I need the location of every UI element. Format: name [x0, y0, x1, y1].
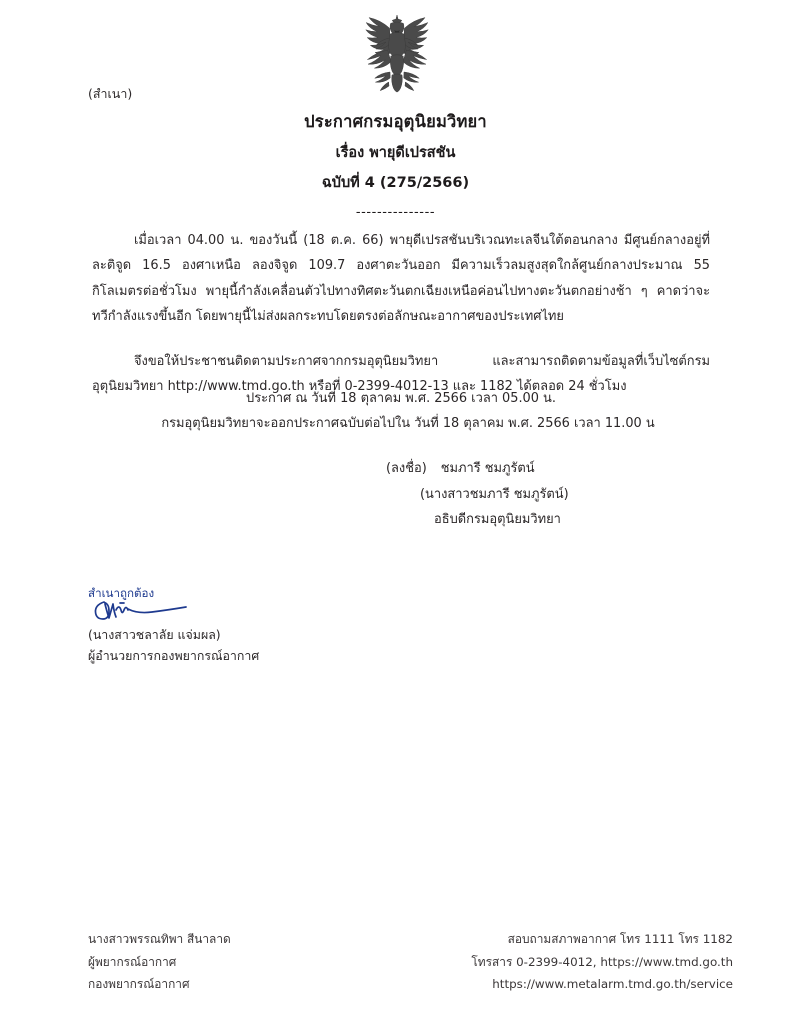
garuda-emblem-icon	[340, 8, 454, 96]
footer-author-name: นางสาวพรรณทิพา สีนาลาด	[88, 932, 231, 946]
footer-contact-service-url: https://www.metalarm.tmd.go.th/service	[492, 977, 733, 991]
issued-datetime-line: ประกาศ ณ วันที่ 18 ตุลาคม พ.ศ. 2566 เวลา 05.00 น.	[246, 391, 556, 406]
signer-name-parenthetical: (นางสาวชมภารี ชมภูรัตน์)	[420, 486, 569, 502]
footer-contact-fax-website: โทรสาร 0-2399-4012, https://www.tmd.go.th	[471, 954, 733, 969]
document-subject: เรื่อง พายุดีเปรสชัน	[335, 144, 456, 161]
footer-author-block	[88, 928, 418, 996]
body-paragraph-1-text: เมื่อเวลา 04.00 น. ของวันนี้ (18 ต.ค. 66) พายุดีเปรสชันบริเวณทะเลจีนใต้ตอนกลาง มีศูนย์กลางอยู่ที่ละติจูด 16.5 องศาเหนือ ลองจิจูด 109.7 องศาตะวันออก มีความเร็วลมสูงสุดใกล้ศูนย์กลางประมาณ 55 กิโลเมตรต่อชั่วโมง พายุนี้กำลังเคลื่อนตัวไปทางทิศตะวันตกเฉียงเหนือค่อนไปทางตะวันตกอย่างช้า ๆ คาดว่าจะทวีกำลังแรงขึ้นอีก โดยพายุนี้ไม่ส่งผลกระทบโดยตรงต่อลักษณะอากาศของประเทศไทย	[92, 233, 710, 324]
footer-author-division: กองพยากรณ์อากาศ	[88, 977, 190, 991]
certifier-name: (นางสาวชลาลัย แจ่มผล)	[88, 627, 221, 642]
signature-row	[386, 456, 686, 482]
body-paragraph-1	[92, 228, 710, 329]
page-title: ประกาศกรมอุตุนิยมวิทยา	[304, 112, 487, 131]
footer-contact-block	[393, 928, 733, 996]
issue-info-block	[92, 386, 710, 437]
certified-copy-label: สำเนาถูกต้อง	[88, 586, 155, 600]
document-body	[92, 228, 710, 400]
next-issue-line: กรมอุตุนิยมวิทยาจะออกประกาศฉบับต่อไปใน วันที่ 18 ตุลาคม พ.ศ. 2566 เวลา 11.00 น	[161, 416, 655, 432]
copy-marker: (สำเนา)	[88, 86, 133, 101]
signer-position: อธิบดีกรมอุตุนิยมวิทยา	[434, 512, 561, 527]
certifier-position: ผู้อำนวยการกองพยากรณ์อากาศ	[88, 648, 260, 663]
signed-label: (ลงชื่อ)	[386, 461, 427, 476]
certified-copy-block	[88, 586, 388, 666]
handwritten-signature-icon	[90, 598, 240, 624]
divider: ---------------	[355, 207, 436, 218]
signer-name: ชมภารี ชมภูรัตน์	[440, 461, 535, 476]
body-paragraph-2-text: จึงขอให้ประชาชนติดตามประกาศจากกรมอุตุนิยมวิทยา และสามารถติดตามข้อมูลที่เว็บไซต์กรมอุตุนิยมวิทยา http://www.tmd.go.th หรือที่ 0-2399-4012-13 และ 1182 ได้ตลอด 24 ชั่วโมง	[92, 354, 710, 395]
document-edition: ฉบับที่ 4 (275/2566)	[321, 174, 470, 191]
signature-block	[386, 456, 686, 533]
footer-contact-phone: สอบถามสภาพอากาศ โทร 1111 โทร 1182	[507, 932, 733, 946]
footer-author-role: ผู้พยากรณ์อากาศ	[88, 954, 177, 969]
document-heading-block	[0, 110, 791, 218]
